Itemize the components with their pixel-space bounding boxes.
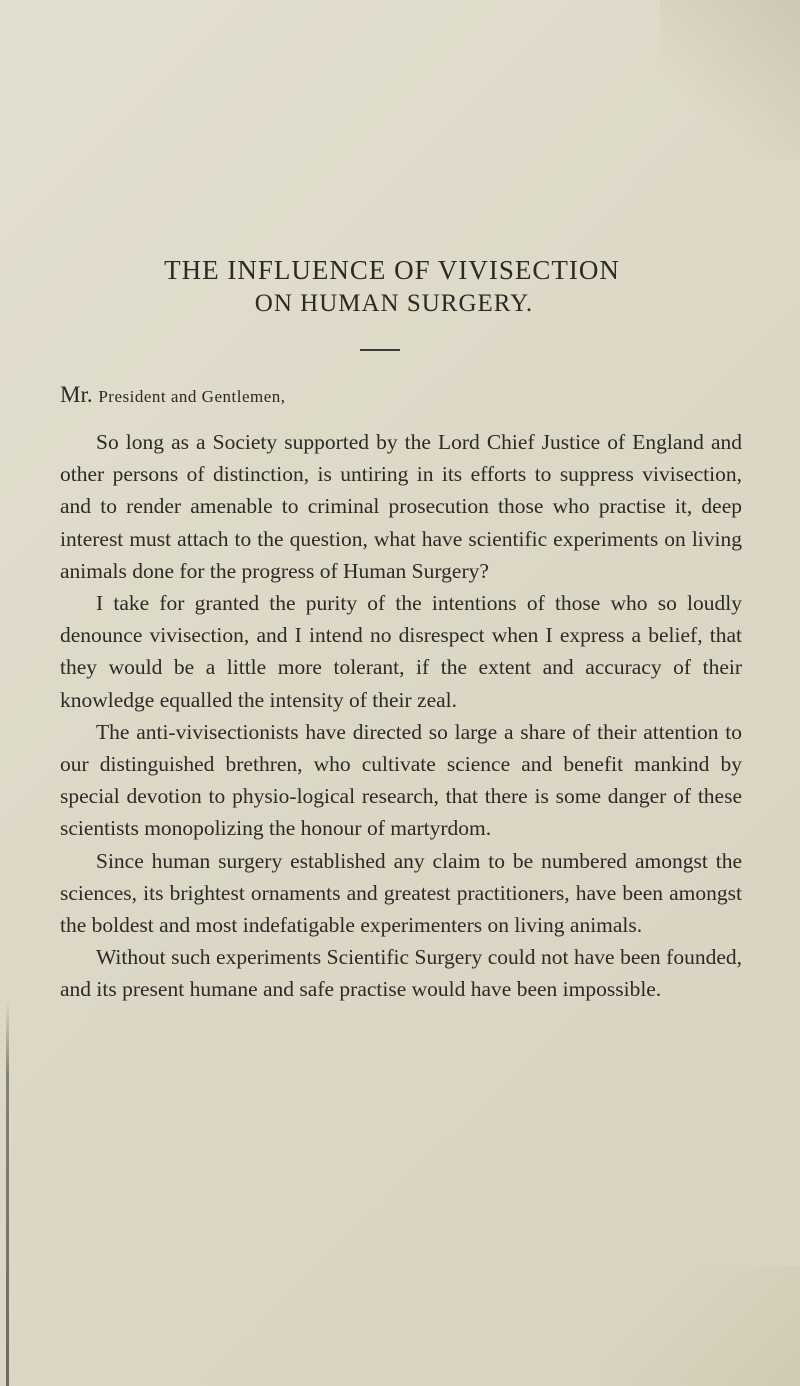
paper-shadow-bottom	[600, 1266, 800, 1386]
paragraph-2: I take for granted the purity of the intentions of those who so loudly denounce vivisection, and I intend no disrespect when I express a belief, that they would be a little more tolerant, if the extent and accuracy of their knowledge equalled the intensity of their zeal.	[60, 591, 742, 712]
paragraph-4: Since human surgery established any claim to be numbered amongst the sciences, its brightest ornaments and greatest practitioners, have been amongst the boldest and most indefatigable experimenters on living animals.	[60, 848, 742, 938]
salutation-president: President	[98, 387, 167, 406]
title-line-1: THE INFLUENCE OF VIVISECTION	[164, 255, 620, 285]
binding-edge	[6, 1000, 9, 1386]
paragraph-5: Without such experiments Scientific Surgery could not have been founded, and its present humane and safe practise would have been impossible.	[60, 945, 742, 1002]
paragraph-1: So long as a Society supported by the Lord Chief Justice of England and other persons of distinction, is untiring in its efforts to suppress vivisection, and to render amenable to criminal prosecution those who practise it, deep interest must attach to the question, what have scientific experiments on living animals done for the progress of Human Surgery?	[60, 430, 742, 583]
salutation-gentlemen: Gentlemen,	[201, 387, 286, 406]
body-text	[60, 426, 742, 1006]
paper-shadow-top	[660, 0, 800, 160]
salutation-mr: Mr.	[60, 382, 99, 407]
title-line-2: ON HUMAN SURGERY.	[254, 290, 534, 317]
title-divider	[360, 349, 400, 351]
salutation-and: and	[166, 387, 202, 406]
salutation	[60, 382, 286, 408]
paragraph-3: The anti-vivisectionists have directed so large a share of their attention to our distinguished brethren, who cultivate science and benefit mankind by special devotion to physio-logical research, that there is some danger of these scientists monopolizing the honour of martyrdom.	[60, 719, 742, 841]
